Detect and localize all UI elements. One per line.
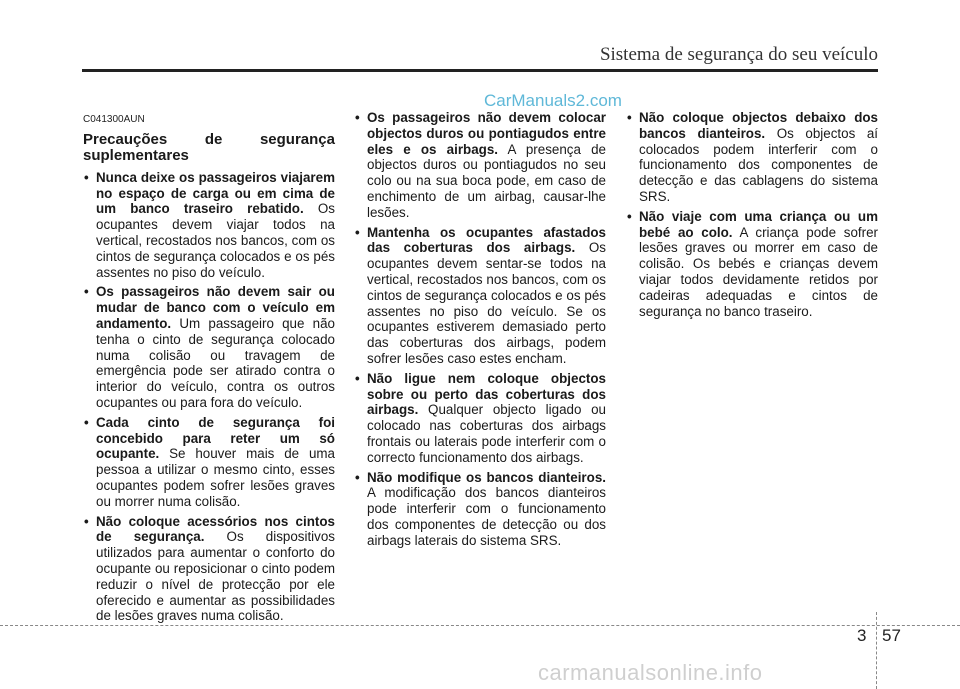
column-3: [626, 110, 878, 323]
item-text: Qualquer objecto ligado ou colocado nas coberturas dos airbags frontais ou laterais pode interferir com o correcto funcionamento dos airbags.: [367, 402, 606, 465]
column-1: [83, 112, 335, 628]
footer-brand-watermark: carmanualsonline.info: [538, 660, 763, 685]
item-text: Os ocupantes devem sentar-se todos na vertical, recostados nos bancos, com os cintos de segurança colocados e os pés assentes no piso do veículo. Se os ocupantes estiverem demasiado perto das coberturas dos airbags, podem sofrer lesões caso estes encham.: [367, 240, 606, 366]
list-item: [354, 470, 606, 549]
column-2: [354, 110, 606, 553]
item-bold: Nunca deixe os passageiros viajarem no espaço de carga ou em cima de um banco traseiro rebatido.: [96, 169, 335, 217]
item-text: Um passageiro que não tenha o cinto de segurança colocado numa colisão ou travagem de emergência pode ser atirado contra o interior do veículo, contra os outros ocupantes ou para fora do veículo.: [96, 315, 335, 410]
footer-divider: [876, 612, 877, 689]
item-text: A criança pode sofrer lesões graves ou morrer em caso de colisão. Os bebés e crianças devem viajar todos devidamente retidos por cadeiras adequadas e cintos de segurança no banco traseiro.: [639, 224, 878, 319]
header-rule: [82, 69, 878, 72]
item-bold: Não coloque acessórios nos cintos de segurança.: [96, 513, 335, 545]
list-item: [354, 371, 606, 466]
section-title: Precauções de segurança suplementares: [83, 130, 335, 164]
list-item: [354, 225, 606, 367]
item-bold: Mantenha os ocupantes afastados das coberturas dos airbags.: [367, 224, 606, 256]
item-bold: Não modifique os bancos dianteiros.: [367, 469, 606, 485]
bullet-list-1: [83, 170, 335, 624]
footer-rule: [0, 625, 960, 626]
list-item: [626, 110, 878, 205]
list-item: [83, 170, 335, 281]
list-item: [83, 284, 335, 410]
bullet-list-2: [354, 110, 606, 549]
item-text: Se houver mais de uma pessoa a utilizar o mesmo cinto, esses ocupantes podem sofrer lesões graves ou morrer numa colisão.: [96, 446, 335, 509]
page-number: 57: [882, 626, 901, 645]
chapter-number: 3: [857, 626, 867, 645]
list-item: [354, 110, 606, 221]
item-bold: Não viaje com uma criança ou um bebé ao colo.: [639, 208, 878, 240]
list-item: [83, 415, 335, 510]
item-text: Os ocupantes devem viajar todos na vertical, recostados nos bancos, com os cintos de segurança colocados e os pés assentes no piso do veículo.: [96, 201, 335, 280]
item-bold: Os passageiros não devem colocar objectos duros ou pontiagudos entre eles e os airbags.: [367, 110, 606, 157]
item-text: Os dispositivos utilizados para aumentar o conforto do ocupante ou reposicionar o cinto podem reduzir o nível de protecção por ele oferecido e aumentar as possibilidades de lesões graves numa colisão.: [96, 529, 335, 624]
item-bold: Não ligue nem coloque objectos sobre ou perto das coberturas dos airbags.: [367, 370, 606, 418]
item-bold: Cada cinto de segurança foi concebido para reter um só ocupante.: [96, 414, 335, 462]
bullet-list-3: [626, 110, 878, 319]
watermark-text: CarManuals2.com: [484, 91, 622, 110]
list-item: [626, 209, 878, 320]
header-title: Sistema de segurança do seu veículo: [599, 44, 878, 65]
list-item: [83, 514, 335, 625]
section-code: C041300AUN: [83, 114, 145, 125]
item-text: A modificação dos bancos dianteiros pode interferir com o funcionamento dos componentes de detecção ou dos airbags laterais do sistema SRS.: [367, 485, 606, 548]
item-text: A presença de objectos duros ou pontiagudos no seu colo ou na sua boca pode, em caso de enchimento de um airbag, causar-lhe lesões.: [367, 141, 606, 220]
item-text: Os objectos aí colocados podem interferir com o funcionamento dos componentes de detecção e das cablagens do sistema SRS.: [639, 125, 878, 204]
item-bold: Os passageiros não devem sair ou mudar de banco com o veículo em andamento.: [96, 284, 335, 331]
item-bold: Não coloque objectos debaixo dos bancos dianteiros.: [639, 110, 878, 141]
